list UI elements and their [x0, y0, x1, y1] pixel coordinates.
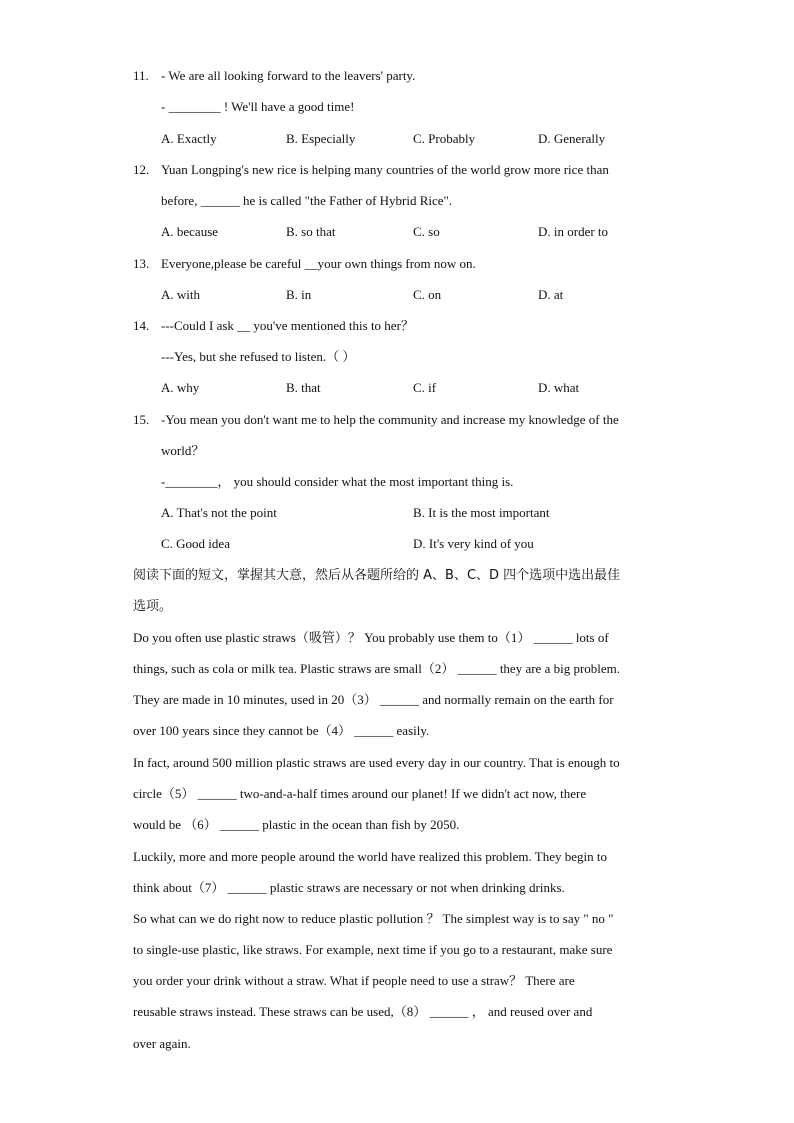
passage-line: Luckily, more and more people around the world have realized this problem. They begin to [133, 849, 607, 864]
option-d: D. Generally [538, 131, 606, 146]
option-c: C. if [413, 380, 437, 395]
question-text: Everyone,please be careful __your own things from now on. [161, 256, 476, 271]
option-d: D. what [538, 380, 580, 395]
question-text: - ________ ! We'll have a good time! [161, 99, 355, 114]
question-number: 13. [133, 256, 150, 271]
option-a: A. why [161, 380, 200, 395]
question-text: world？ [161, 443, 205, 458]
question-text: Yuan Longping's new rice is helping many countries of the world grow more rice than [161, 162, 609, 177]
option-c: C. on [413, 287, 442, 302]
passage-line: think about（7） ______ plastic straws are necessary or not when drinking drinks. [133, 880, 565, 895]
option-d: D. It's very kind of you [413, 536, 534, 551]
question-text: before, ______ he is called "the Father of Hybrid Rice". [161, 193, 453, 208]
instruction-line: 阅读下面的短文，掌握其大意，然后从各题所给的 A、B、C、D 四个选项中选出最佳 [133, 568, 621, 583]
question-number: 15. [133, 412, 150, 427]
option-b: B. that [286, 380, 321, 395]
option-b: B. so that [286, 224, 336, 239]
question-number: 12. [133, 162, 150, 177]
option-d: D. at [538, 287, 564, 302]
question-text: ---Could I ask __ you've mentioned this to her？ [161, 318, 414, 333]
passage-line: over 100 years since they cannot be（4） ______ easily. [133, 723, 430, 738]
passage-line: So what can we do right now to reduce plastic pollution ？ The simplest way is to say " no " [133, 911, 614, 926]
option-d: D. in order to [538, 224, 609, 239]
option-b: B. It is the most important [413, 505, 550, 520]
option-c: C. Good idea [161, 536, 230, 551]
option-b: B. Especially [286, 131, 356, 146]
question-text: ---Yes, but she refused to listen.（ ） [161, 349, 356, 364]
passage-line: In fact, around 500 million plastic straws are used every day in our country. That is enough to [133, 755, 620, 770]
passage-line: to single-use plastic, like straws. For example, next time if you go to a restaurant, make sure [133, 942, 613, 957]
passage-line: circle（5） ______ two-and-a-half times around our planet! If we didn't act now, there [133, 786, 587, 801]
option-c: C. so [413, 224, 440, 239]
question-number: 14. [133, 318, 150, 333]
passage-line: you order your drink without a straw. What if people need to use a straw？ There are [133, 973, 575, 988]
question-text: -You mean you don't want me to help the community and increase my knowledge of the [161, 412, 619, 427]
question-text: -________， you should consider what the most important thing is. [161, 474, 514, 489]
option-a: A. with [161, 287, 200, 302]
instruction-line: 选项。 [133, 599, 173, 614]
passage-line: reusable straws instead. These straws can be used,（8） ______ ， and reused over and [133, 1004, 593, 1019]
option-c: C. Probably [413, 131, 476, 146]
passage-line: things, such as cola or milk tea. Plastic straws are small（2） ______ they are a big problem. [133, 661, 621, 676]
question-text: - We are all looking forward to the leavers' party. [161, 68, 416, 83]
passage-line: would be （6） ______ plastic in the ocean than fish by 2050. [133, 817, 460, 832]
option-a: A. Exactly [161, 131, 217, 146]
passage-line: Do you often use plastic straws（吸管）？ You probably use them to（1） ______ lots of [133, 630, 609, 645]
passage-line: They are made in 10 minutes, used in 20（3） ______ and normally remain on the earth for [133, 692, 614, 707]
option-a: A. because [161, 224, 219, 239]
option-a: A. That's not the point [161, 505, 277, 520]
question-number: 11. [133, 68, 149, 83]
option-b: B. in [286, 287, 312, 302]
passage-line: over again. [133, 1036, 191, 1051]
